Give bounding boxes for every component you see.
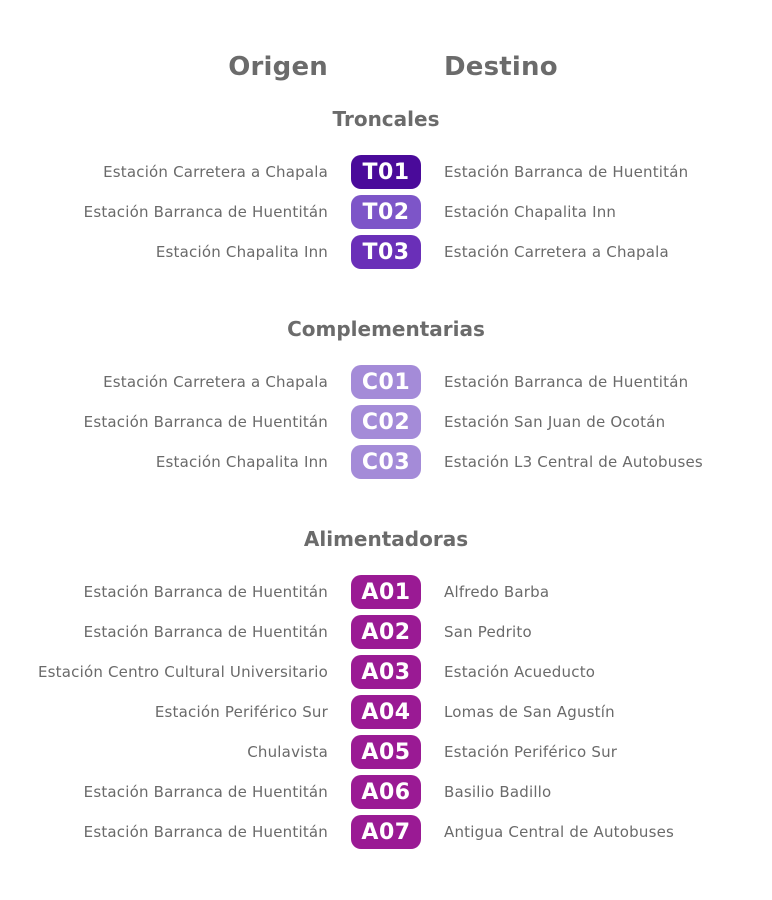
- route-destination: Estación Barranca de Huentitán: [444, 163, 689, 181]
- route-destination: Lomas de San Agustín: [444, 703, 615, 721]
- route-row-a07[interactable]: [0, 814, 772, 850]
- route-origin: Estación Barranca de Huentitán: [83, 823, 328, 841]
- section-title-troncales: Troncales: [332, 107, 440, 131]
- route-badge-a05[interactable]: A05: [351, 735, 421, 769]
- route-destination: Estación Periférico Sur: [444, 743, 618, 761]
- route-destination: Estación San Juan de Ocotán: [444, 413, 666, 431]
- route-badge-c03[interactable]: C03: [351, 445, 421, 479]
- route-row-c03[interactable]: [0, 444, 772, 480]
- route-destination: Estación Carretera a Chapala: [444, 243, 669, 261]
- route-origin: Estación Barranca de Huentitán: [83, 783, 328, 801]
- route-row-c01[interactable]: [0, 364, 772, 400]
- route-row-a01[interactable]: [0, 574, 772, 610]
- route-destination: Estación L3 Central de Autobuses: [444, 453, 703, 471]
- route-row-a05[interactable]: [0, 734, 772, 770]
- route-origin: Estación Chapalita Inn: [155, 243, 328, 261]
- route-origin: Estación Barranca de Huentitán: [83, 413, 328, 431]
- route-origin: Estación Chapalita Inn: [155, 453, 328, 471]
- route-destination: Estación Chapalita Inn: [444, 203, 617, 221]
- route-badge-c02[interactable]: C02: [351, 405, 421, 439]
- route-row-t02[interactable]: [0, 194, 772, 230]
- route-origin: Estación Barranca de Huentitán: [83, 583, 328, 601]
- route-destination: Alfredo Barba: [444, 583, 550, 601]
- route-badge-t03[interactable]: T03: [351, 235, 421, 269]
- route-row-t03[interactable]: [0, 234, 772, 270]
- route-destination: Estación Barranca de Huentitán: [444, 373, 689, 391]
- route-origin: Estación Barranca de Huentitán: [83, 203, 328, 221]
- route-badge-a03[interactable]: A03: [351, 655, 421, 689]
- route-row-t01[interactable]: [0, 154, 772, 190]
- route-row-a04[interactable]: [0, 694, 772, 730]
- route-badge-a07[interactable]: A07: [351, 815, 421, 849]
- route-badge-t01[interactable]: T01: [351, 155, 421, 189]
- route-badge-a06[interactable]: A06: [351, 775, 421, 809]
- route-badge-t02[interactable]: T02: [351, 195, 421, 229]
- route-destination: Antigua Central de Autobuses: [444, 823, 675, 841]
- column-headers: [0, 51, 772, 83]
- route-badge-a01[interactable]: A01: [351, 575, 421, 609]
- route-badge-a02[interactable]: A02: [351, 615, 421, 649]
- route-row-c02[interactable]: [0, 404, 772, 440]
- route-row-a02[interactable]: [0, 614, 772, 650]
- route-badge-c01[interactable]: C01: [351, 365, 421, 399]
- route-destination: San Pedrito: [444, 623, 532, 641]
- route-origin: Estación Carretera a Chapala: [103, 163, 328, 181]
- destination-column-header: Destino: [444, 52, 558, 82]
- route-row-a03[interactable]: [0, 654, 772, 690]
- route-destination: Estación Acueducto: [444, 663, 596, 681]
- route-origin: Estación Barranca de Huentitán: [83, 623, 328, 641]
- route-origin: Estación Periférico Sur: [154, 703, 328, 721]
- route-row-a06[interactable]: [0, 774, 772, 810]
- route-origin: Estación Carretera a Chapala: [103, 373, 328, 391]
- route-origin: Estación Centro Cultural Universitario: [37, 663, 328, 681]
- origin-column-header: Origen: [228, 52, 328, 82]
- section-title-complementarias: Complementarias: [287, 317, 485, 341]
- route-badge-a04[interactable]: A04: [351, 695, 421, 729]
- route-origin: Chulavista: [247, 743, 328, 761]
- route-destination: Basilio Badillo: [444, 783, 552, 801]
- section-title-alimentadoras: Alimentadoras: [303, 527, 469, 551]
